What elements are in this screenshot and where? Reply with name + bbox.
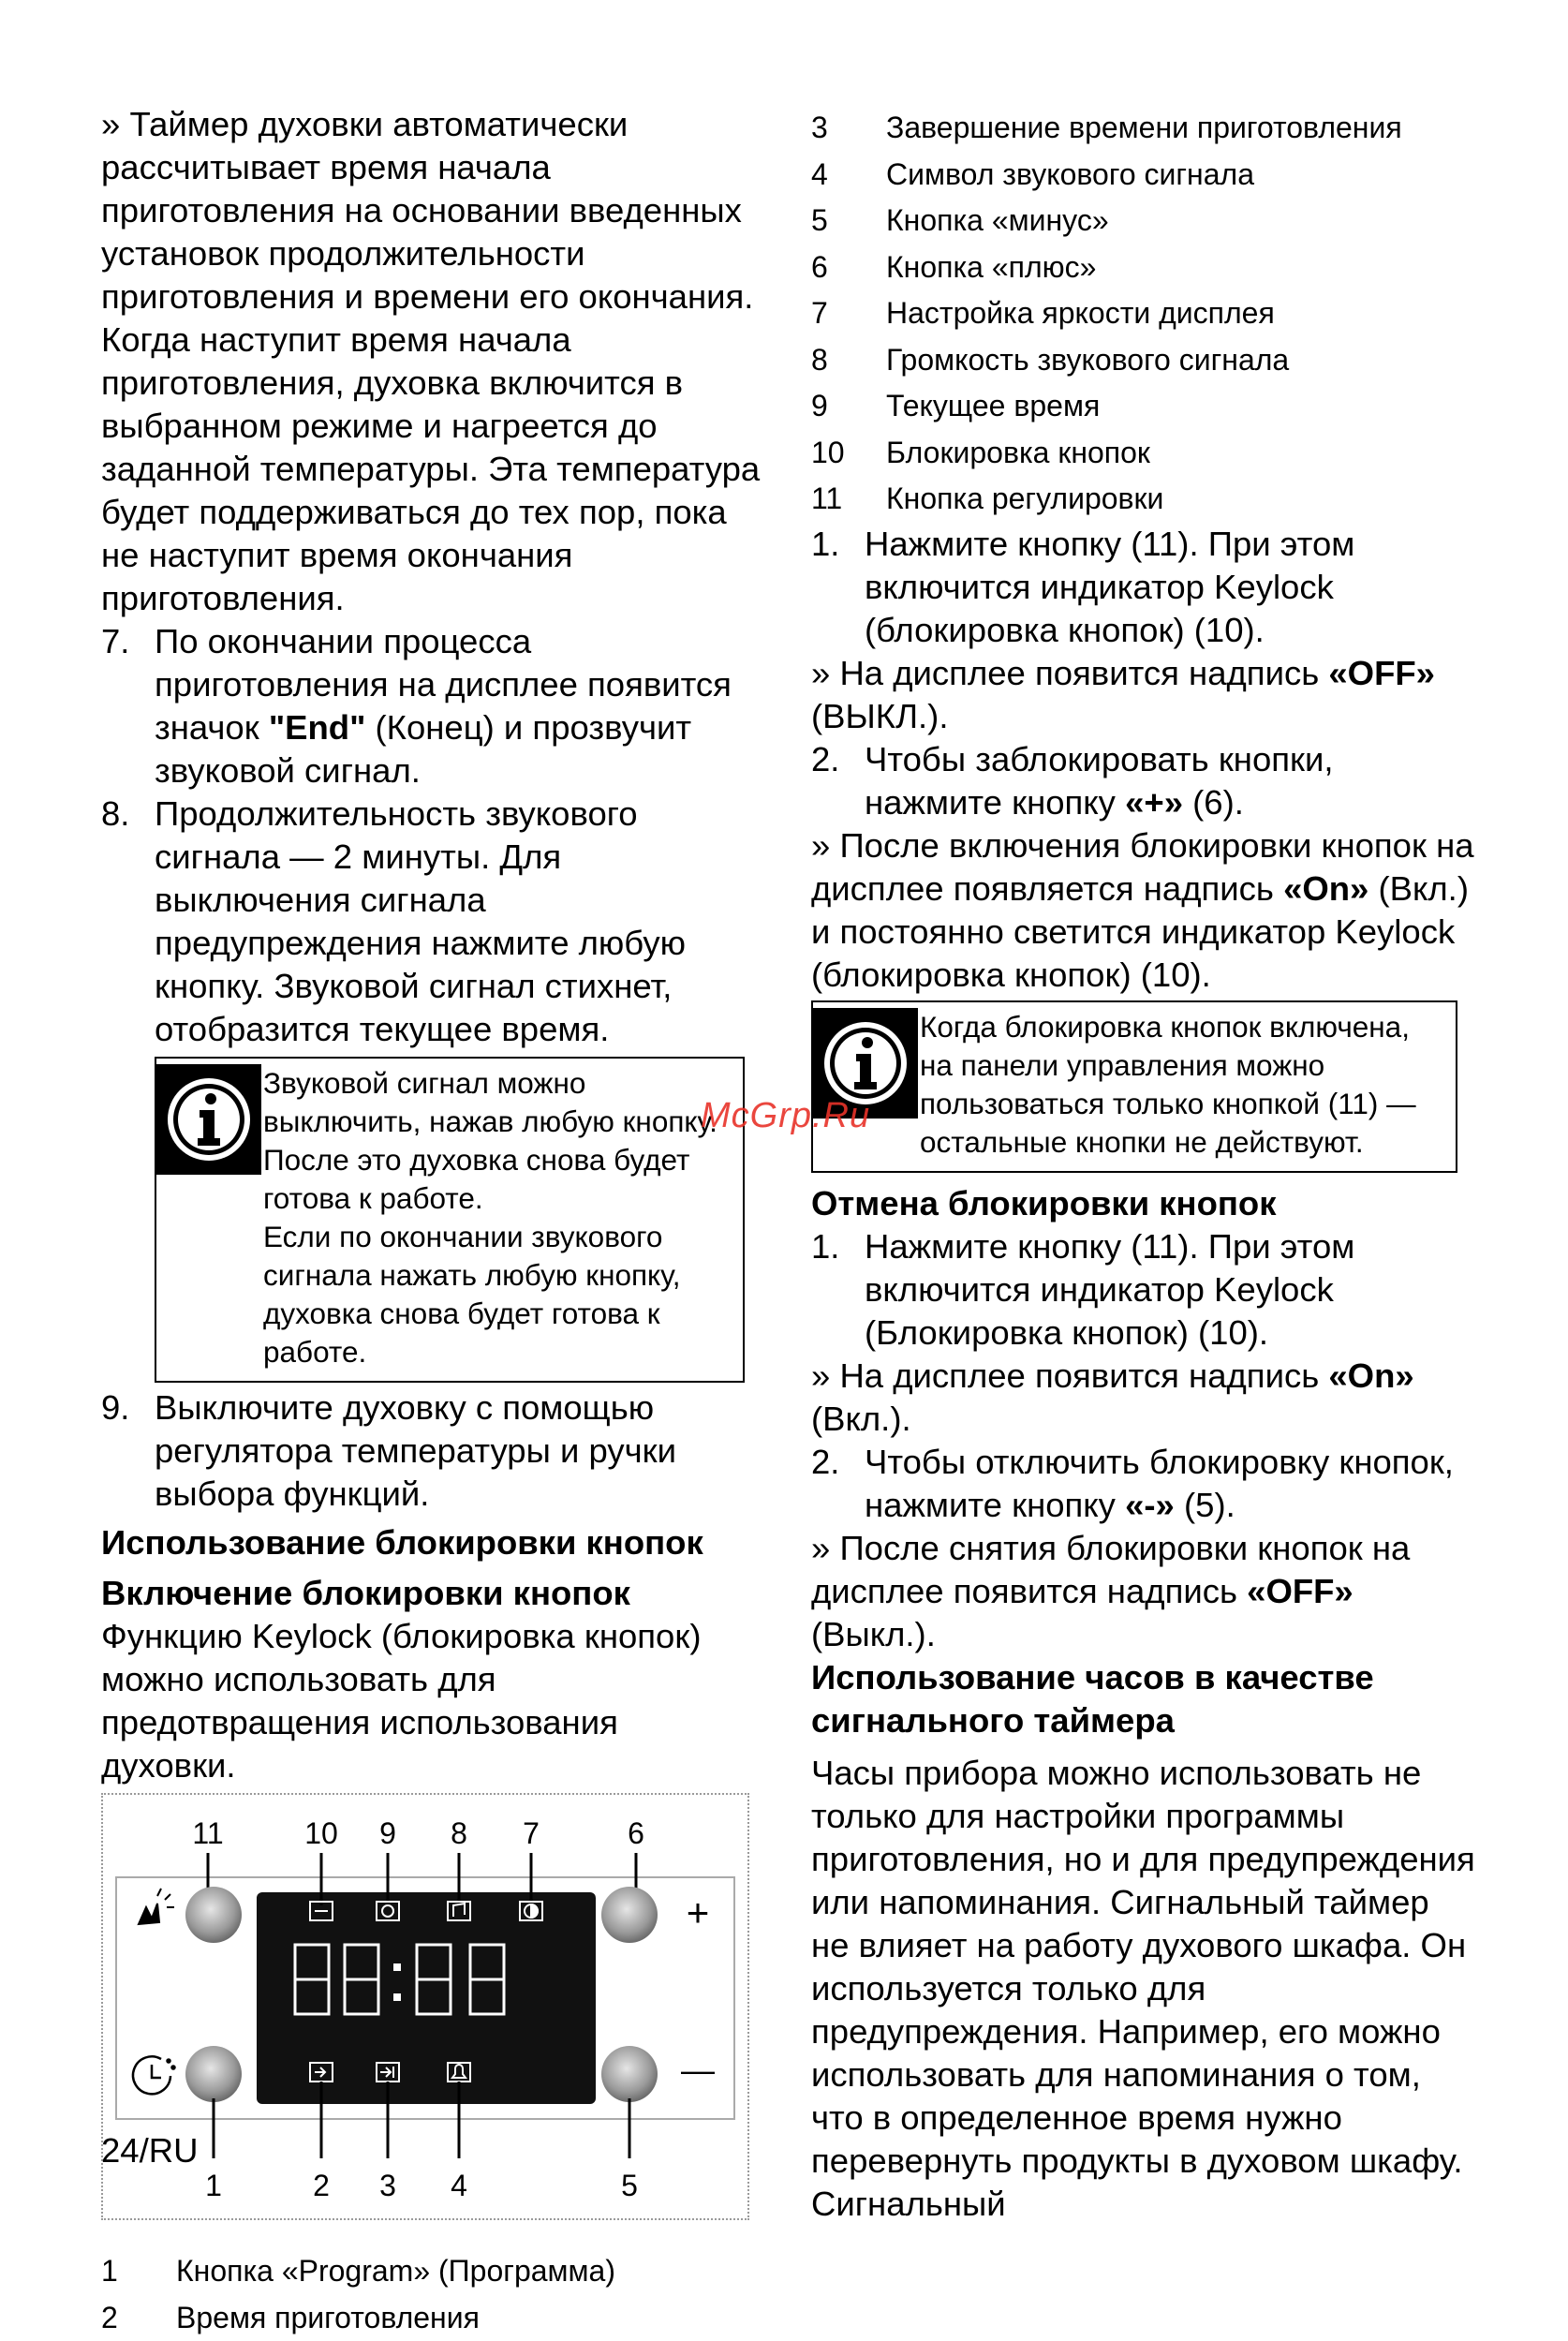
step-7-text-c: (Конец) и прозвучит звуковой сигнал. xyxy=(155,708,691,790)
unlock-step-1: 1. Нажмите кнопку (11). При этом включится индикатор Keylock (Блокировка кнопок) (10). xyxy=(811,1225,1476,1355)
plus-sign: + xyxy=(687,1890,710,1934)
display-screen xyxy=(257,1892,596,2104)
legend-item: 5 Кнопка «минус» xyxy=(811,198,1476,244)
callout-9: 9 xyxy=(379,1816,396,1850)
callout-7: 7 xyxy=(523,1816,540,1850)
minus-knob xyxy=(601,2046,658,2102)
unlock-step-2: 2. Чтобы отключить блокировку кнопок, нажмите кнопку «-» (5). xyxy=(811,1441,1476,1527)
intro-paragraph: » Таймер духовки автоматически рассчитывает время начала приготовления на основании введенных установок продолжительности приготовления и времени его окончания. Когда наступит время начала приготовления, духовка включится в выбранном режиме и нагреется до заданной температуры. Эта температура будет поддерживаться до тех пор, пока не наступит время окончания приготовления. xyxy=(101,103,762,620)
lock-step-2: 2. Чтобы заблокировать кнопки, нажмите кнопку «+» (6). xyxy=(811,738,1476,824)
legend-left xyxy=(101,2248,762,2341)
note-1-text-a: Звуковой сигнал можно выключить, нажав любую кнопку. После это духовка снова будет готова к работе. xyxy=(263,1064,737,1218)
callout-6: 6 xyxy=(628,1816,644,1850)
lock-result-1: » На дисплее появится надпись «OFF» (ВЫКЛ.). xyxy=(811,652,1476,738)
page-number: 24/RU xyxy=(101,2131,198,2171)
info-icon xyxy=(156,1064,261,1175)
callout-4: 4 xyxy=(451,2169,467,2202)
info-note-2 xyxy=(811,1000,1457,1173)
unlock-result-2: » После снятия блокировки кнопок на дисплее появится надпись «OFF» (Выкл.). xyxy=(811,1527,1476,1656)
callout-8: 8 xyxy=(451,1816,467,1850)
legend-item: 11 Кнопка регулировки xyxy=(811,476,1476,523)
watermark: McGrp.Ru xyxy=(701,1096,870,1136)
adjust-hand-icon xyxy=(139,1889,174,1924)
adjust-knob xyxy=(185,1887,242,1943)
program-knob xyxy=(185,2046,242,2102)
legend-right xyxy=(811,105,1476,523)
callout-3: 3 xyxy=(379,2169,396,2202)
step-8-text: Продолжительность звукового сигнала — 2 минуты. Для выключения сигнала предупреждения нажмите любую кнопку. Звуковой сигнал стихнет, отобразится текущее время. xyxy=(155,793,762,1051)
legend-item: 1 Кнопка «Program» (Программа) xyxy=(101,2248,762,2295)
step-number: 8. xyxy=(101,793,155,1051)
alarm-timer-text: Часы прибора можно использовать не только для настройки программы приготовления, но и для предупреждения или напоминания. Сигнальный таймер не влияет на работу духового шкафа. Он используется только для предупреждения. Например, его можно использовать для напоминания о том, что в определенное время нужно перевернуть продукты в духовом шкафу. Сигнальный xyxy=(811,1752,1476,2226)
program-clock-icon xyxy=(133,2056,174,2094)
lock-step-1: 1. Нажмите кнопку (11). При этом включится индикатор Keylock (блокировка кнопок) (10). xyxy=(811,523,1476,652)
step-7-end-label: "End" xyxy=(269,708,366,747)
control-panel-diagram xyxy=(101,1793,749,2220)
callout-2: 2 xyxy=(313,2169,330,2202)
legend-item: 3 Завершение времени приготовления xyxy=(811,105,1476,152)
left-column xyxy=(101,103,762,2341)
callout-10: 10 xyxy=(304,1816,338,1850)
lock-result-2: » После включения блокировки кнопок на дисплее появляется надпись «On» (Вкл.) и постоянно светится индикатор Keylock (блокировка кнопок) (10). xyxy=(811,824,1476,997)
heading-keylock-use: Использование блокировки кнопок xyxy=(101,1521,762,1564)
unlock-result-1: » На дисплее появится надпись «On» (Вкл.). xyxy=(811,1355,1476,1441)
step-number: 9. xyxy=(101,1386,155,1516)
step-8 xyxy=(101,793,762,1051)
heading-keylock-off: Отмена блокировки кнопок xyxy=(811,1182,1476,1225)
legend-item: 9 Текущее время xyxy=(811,383,1476,430)
callout-5: 5 xyxy=(621,2169,638,2202)
info-note-1 xyxy=(155,1057,745,1383)
control-panel-svg xyxy=(103,1795,747,2218)
legend-item: 6 Кнопка «плюс» xyxy=(811,244,1476,291)
step-9 xyxy=(101,1386,762,1516)
step-7-text-a: По окончании процесса приготовления на дисплее появится значок xyxy=(155,622,732,747)
right-column xyxy=(811,105,1476,2226)
legend-item: 2 Время приготовления xyxy=(101,2295,762,2341)
keylock-intro: Функцию Keylock (блокировка кнопок) можно использовать для предотвращения использования духовки. xyxy=(101,1615,762,1787)
legend-item: 7 Настройка яркости дисплея xyxy=(811,290,1476,337)
heading-keylock-on: Включение блокировки кнопок xyxy=(101,1572,762,1615)
heading-alarm-timer: Использование часов в качестве сигнального таймера xyxy=(811,1656,1476,1742)
legend-item: 4 Символ звукового сигнала xyxy=(811,152,1476,199)
legend-item: 10 Блокировка кнопок xyxy=(811,430,1476,477)
note-1-text-b: Если по окончании звукового сигнала нажать любую кнопку, духовка снова будет готова к работе. xyxy=(263,1218,737,1371)
step-number: 7. xyxy=(101,620,155,793)
legend-item: 8 Громкость звукового сигнала xyxy=(811,337,1476,384)
step-7 xyxy=(101,620,762,793)
note-2-text: Когда блокировка кнопок включена, на панели управления можно пользоваться только кнопкой (11) — остальные кнопки не действуют. xyxy=(920,1008,1450,1162)
step-9-text: Выключите духовку с помощью регулятора температуры и ручки выбора функций. xyxy=(155,1386,762,1516)
callout-1: 1 xyxy=(205,2169,222,2202)
plus-knob xyxy=(601,1887,658,1943)
callout-11: 11 xyxy=(192,1816,223,1850)
minus-sign: — xyxy=(681,2051,715,2089)
